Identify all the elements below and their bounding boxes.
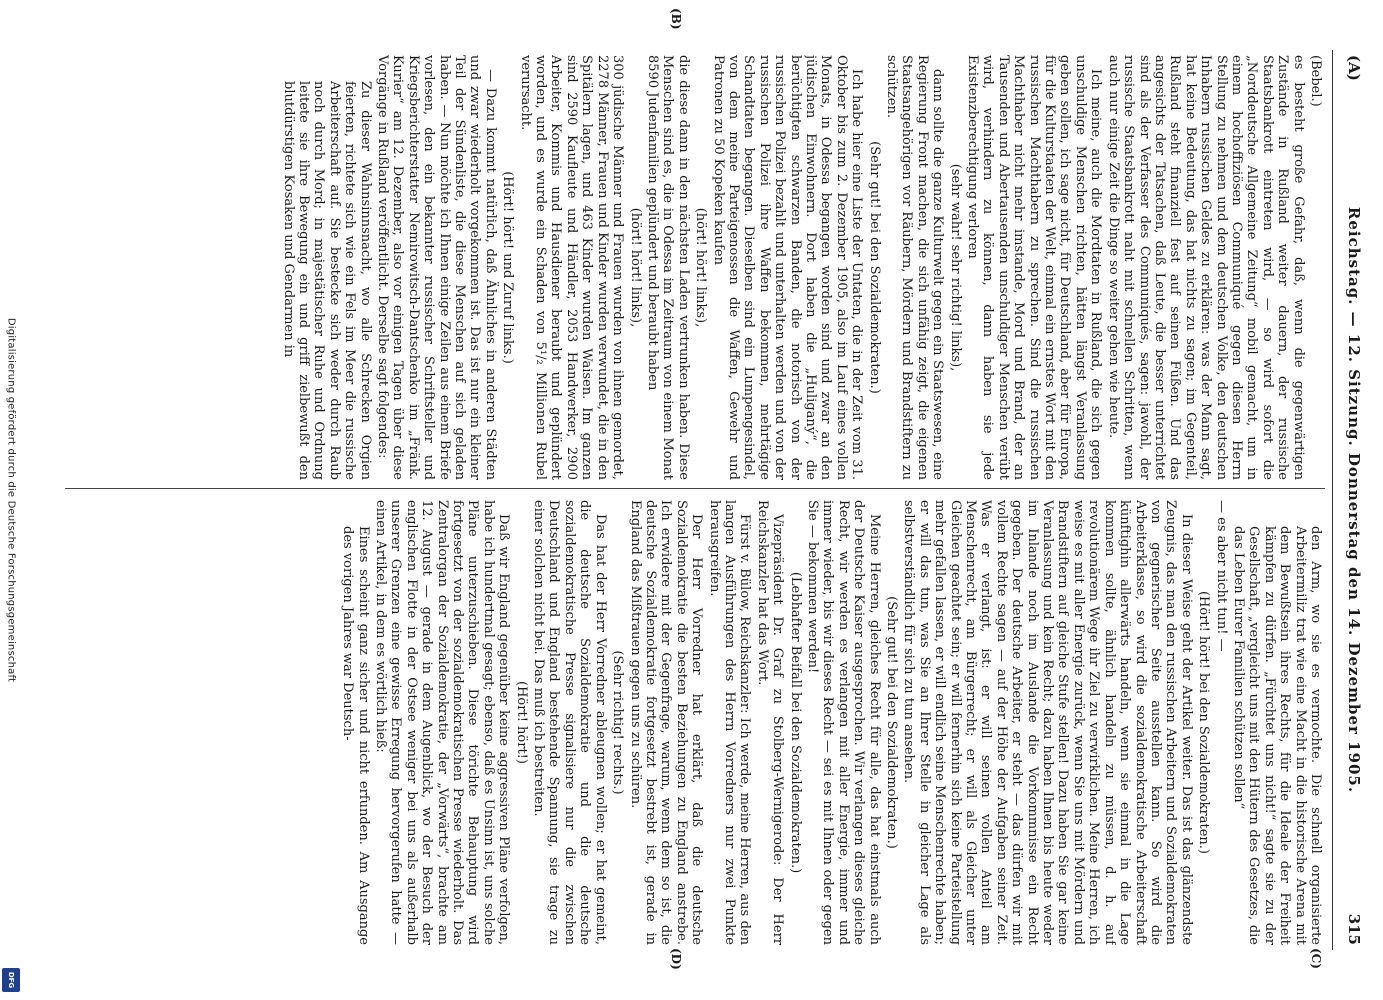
- paragraph: dann sollte die ganze Kulturwelt gegen ein Staatswesen, eine Regierung Front machen, die sich unfähig zeigt, die eigenen Staatsangehörigen vor Räubern, Mördern und Brandstiftern zu schützen.: [884, 55, 946, 480]
- margin-marker-d: (D): [669, 948, 683, 970]
- speaker-tag: (Bebel.): [1308, 55, 1323, 107]
- paragraph: In dieser Weise geht der Artikel weiter. Das ist das glänzendste Zeugnis, das man den russischen Arbeitern und Sozialdemokraten von gegnerischer Seite ausstellen kann. So wird die Arbeiterklasse, so wird die sozialdemokratische Arbeiterschaft künftighin allerwärts handeln, wenn sie einmal in die Lage kommen sollte, ähnlich handeln zu müssen, d. h. auf revolutionärem Wege ihr Ziel zu verwirklichen. Meine Herren, ich weise es mit aller Energie zurück, wenn Sie uns mit Mördern und Brandstiftern auf gleiche Stufe stellen! Dazu haben Sie gar keine Veranlassung und kein Recht; dazu haben Ihnen bis heute weder im Inlande noch im Auslande die Vorkommnisse ein Recht gegeben. Der deutsche Arbeiter, er steht — das dürfen wir mit vollem Rechte sagen — auf der Höhe der Aufgaben seiner Zeit. Was er verlangt, ist: er will seinen vollen Anteil am Menschenrecht, am Bürgerrecht; er will als Gleicher unter Gleichen geachtet sein; er will fernerhin sich keine Parteistellung mehr gefallen lassen, er will endlich seine Menschenrechte haben; er will das tun, was Sie an Ihrer Stelle in gleicher Lage als selbstverständlich für sich zu tun ansehen.: [901, 500, 1194, 945]
- digitization-credit-strip: [0, 0, 22, 1000]
- interjection: (Sehr gut! bei den Sozialdemokraten.): [866, 141, 882, 394]
- paragraph: Ich habe hier eine Liste der Untaten, die in der Zeit vom 31. Oktober bis zum 2. Dezember 1905, also im Lauf eines vollen Monats, in Odessa begangen worden sind und zwar an den jüdischen Einwohnern. Dort haben die „Huliganý“, die berüchtigten schwarzen Banden, die notorisch von der russischen Polizei bezahlt und unterhalten werden und von der russischen Polizei ihre Waffen bekommen, mehrtägige Schandtaten begangen. Dieselben sind ein Lumpengesindel, von dem meine Parteigenossen die Waffen, Gewehr und Patronen zu 50 Kopeken kaufen: [710, 55, 865, 480]
- paragraph: es besteht große Gefahr, daß, wenn die gegenwärtigen Zustände in Rußland weiter dauern, der russische Staatsbankrott eintreten wird, — so wird sofort die „Norddeutsche Allgemeine Zeitung“ mobil gemacht, um in einem hochoffiziösen Communiqué gegen diesen Herrn Stellung zu nehmen und dem deutschen Volke, den deutschen Inhabern russischen Geldes zu erklären: was der Mann sagt, hat keine Bedeutung, das hat nichts zu sagen; im Gegenteil, Rußland steht finanziell fest auf seinen Füßen. Und das angesichts der Tatsachen, daß Leute, die besser unterrichtet sind als der Verfasser des Communiqués, sagen: jawohl, der russische Staatsbankrott naht mit schnellen Schritten, wenn auch nur einige Zeit die Dinge so weiter gehen wie heute.: [1105, 55, 1306, 480]
- paragraph: 300 jüdische Männer und Frauen wurden von ihnen gemordet, 2278 Männer, Frauen und Kinder wurden verwundet, die in den Spitälern lagen, und 463 Kinder wurden Waisen. Im ganzen sind 2590 Kaufleute und Händler, 2053 Handwerker, 2900 Arbeiter, Kommis und Hausdiener beraubt und geplündert worden, und es wurde ein Schaden von 5¹/₂ Millionen Rubel verursacht.: [517, 55, 626, 480]
- interjection: (hört! hört! links),: [627, 207, 643, 328]
- interjection: (Sehr richtig! rechts.): [610, 650, 626, 795]
- header-marker: (A): [1345, 55, 1363, 81]
- interjection: (Lebhafter Beifall bei den Sozialdemokraten.): [787, 571, 803, 874]
- interjection: (Hört! hört!): [513, 681, 529, 764]
- page-title: Reichstag. — 12. Sitzung. Donnerstag den 14. Dezember 1905.: [1345, 206, 1363, 794]
- paragraph: Der Herr Vorredner hat erklärt, daß die deutsche Sozialdemokratie die besten Beziehungen zu England anstrebe. Ich erwidere mit der Gegenfrage, warum, wenn dem so ist, die deutsche Sozialdemokratie fortgesetzt bestrebt ist, gerade in England das Mißtrauen gegen uns zu schüren.: [627, 500, 705, 945]
- margin-marker-c: (C): [1309, 948, 1323, 969]
- paragraph: Das hat der Herr Vorredner ableugnen wollen; er hat gemeint, die deutsche Sozialdemokratie und die deutsche sozialdemokratische Presse signalisiere nur die zwischen Deutschland und England bestehende Spannung, sie trage zu einer solchen nicht bei. Das muß ich bestreiten.: [531, 500, 608, 945]
- dfg-logo: [2, 968, 20, 992]
- paragraph: die diese dann in den nächsten Laden vertrunken haben. Diese Menschen sind es, die in Odessa im Zeitraum von einem Monat 8590 Judenfamilien geplündert und beraubt haben: [644, 55, 691, 480]
- page-number: 315: [1345, 913, 1363, 945]
- dfg-logo-label: DFG: [7, 971, 15, 989]
- interjection: (Hört! hört! und Zuruf links.): [500, 171, 516, 364]
- paragraph: — Dazu kommt natürlich, daß Ähnliches in anderen Städten und zwar wiederholt vorgekommen ist. Das ist nur ein kleiner Teil der Sündenliste, die diese Menschen auf sich geladen haben. — Nun möchte ich Ihnen einige Zeilen aus einem Briefe vorlesen, den ein bekannter russischer Schriftsteller und Kriegsberichterstatter Nemirowitsch-Dantschenko im „Fränk. Kurier“ am 12. Dezember, also vor einigen Tagen über diese Vorgänge in Rußland veröffentlicht. Derselbe sagt folgendes:: [375, 55, 498, 480]
- digitization-credit-text: Digitalisierung gefördert durch die Deutsche Forschungsgemeinschaft: [5, 317, 17, 683]
- speaker-paragraph: Fürst v. Bülow, Reichskanzler: Ich werde, meine Herren, aus den langen Ausführungen des Herrn Vorredners nur zwei Punkte herausgreifen.: [706, 500, 753, 945]
- column-divider: [65, 488, 1325, 489]
- running-header: [1335, 55, 1363, 945]
- paragraph: Daß wir England gegenüber keine aggressiven Pläne verfolgen, habe ich hundertmal gesagt; ebenso, daß es Unsinn ist, uns solche Pläne unterzuschieben. Diese törichte Behauptung wird fortgesetzt von der sozialdemokratischen Presse wiederholt. Das Zentralorgan der Sozialdemokratie, der „Vorwärts“, brachte am 12. August — gerade in dem Augenblick, wo der Besuch der englischen Flotte in der Ostsee weniger bei uns als außerhalb unserer Grenzen eine gewisse Erregung hervorgerufen hatte — einen Artikel, in dem es wörtlich hieß:: [373, 500, 512, 945]
- scanned-page: [30, 0, 1383, 1000]
- paragraph: Meine Herren, gleiches Recht für alle, das hat einstmals auch der Deutsche Kaiser ausgesprochen. Wir verlangen dieses gleiche Recht, wir werden es verlangen mit aller Energie, immer und immer wieder, bis wir dieses Recht — sei es mit Ihnen oder gegen Sie — bekommen werden!: [805, 500, 882, 945]
- margin-marker-b: (B): [669, 8, 683, 30]
- interjection: (hört! hört! links),: [693, 207, 709, 328]
- paragraph: — es aber nicht tun! —: [1213, 500, 1229, 652]
- interjection: (Hört! hört! bei den Sozialdemokraten.): [1196, 590, 1212, 854]
- quotation: den Arm, wo sie es vermochte. Die schnell organisierte Arbeitermiliz trat wie eine Macht in die historische Arena mit dem Bewußtsein ihres Rechts, für die Ideale der Freiheit kämpfen zu dürfen. „Fürchtet uns nicht!“ sagte sie zu der Gesellschaft, „vergleicht uns mit den Hütern des Gesetzes, die das Leben Eurer Familien schützen sollen“: [1230, 526, 1323, 945]
- left-column: [58, 55, 1323, 480]
- paragraph: Ich meine, auch die Mordtaten in Rußland, die sich gegen unschuldige Menschen richten, hätten längst Veranlassung geben sollen, ich sage nicht, für Deutschland, aber für Europa, für die Kulturstaaten der Welt, einmal ein ernstes Wort mit den russischen Machthabern zu sprechen. Sind die russischen Machthaber nicht mehr imstande, Mord und Brand, der an Tausenden und Abertausenden unschuldiger Menschen verübt wird, verhindern zu können, dann haben sie jede Existenzberechtigung verloren: [965, 55, 1104, 480]
- right-column: [58, 500, 1323, 945]
- header-rule: [1332, 50, 1333, 950]
- quotation: Eines scheint ganz sicher und nicht erfunden. Am Ausgange des vorigen Jahres war Deutsch-: [340, 526, 371, 945]
- quotation: Zu dieser Wahnsinnsnacht, wo alle Schrecken Orgien feierten, richtete sich wie ein Fels im Meer die russische Arbeiterschaft auf. Sie bestecke sich weder durch Raub noch durch Mord; in majestätischer Ruhe und Ordnung leitete sie ihre Bewegung ein und griff zielbewußt den blutdürstigen Kosaken und Gendarmen in: [280, 81, 373, 480]
- speaker-paragraph: Vizepräsident Dr. Graf zu Stolberg-Wernigerode: Der Herr Reichskanzler hat das Wort.: [754, 500, 786, 945]
- rotated-page-content: [30, 0, 1383, 1000]
- interjection: (Sehr gut! bei den Sozialdemokraten.): [884, 596, 900, 849]
- interjection: (sehr wahr! sehr richtig! links),: [947, 163, 963, 372]
